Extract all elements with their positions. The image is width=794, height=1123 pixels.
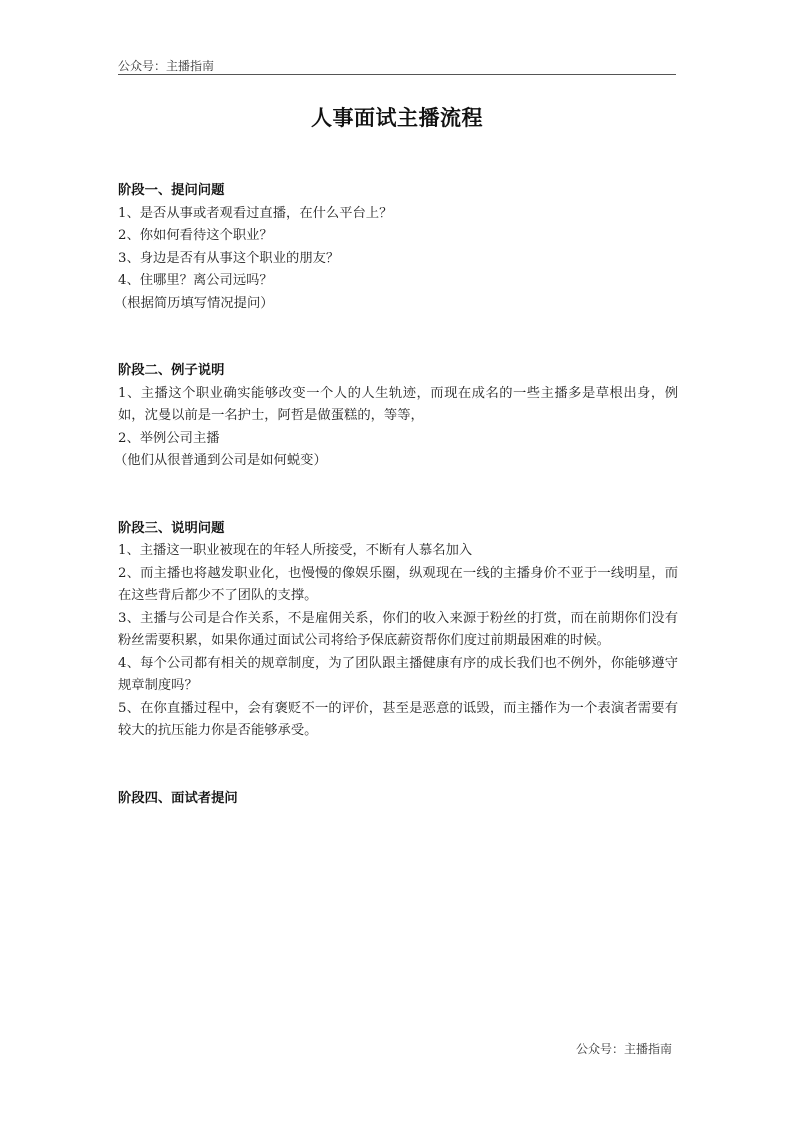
- list-item: 1、主播这一职业被现在的年轻人所接受，不断有人慕名加入: [118, 543, 473, 558]
- section-note: （他们从很普通到公司是如何蜕变）: [114, 453, 327, 468]
- header-text: 公众号：主播指南: [118, 59, 215, 73]
- section-stage-3: [118, 518, 678, 743]
- section-heading: 阶段一、提问问题: [118, 183, 225, 198]
- list-item: 3、身边是否有从事这个职业的朋友？: [118, 250, 340, 266]
- section-stage-4: [118, 788, 678, 811]
- section-heading: 阶段四、面试者提问: [118, 790, 238, 806]
- list-item: 2、而主播也将越发职业化，也慢慢的像娱乐圈，纵观现在一线的主播身价不亚于一线明星，而在这些背后都少不了团队的支撑。: [118, 565, 678, 603]
- list-item: 5、在你直播过程中，会有褒贬不一的评价，甚至是恶意的诋毁，而主播作为一个表演者需要有较大的抗压能力你是否能够承受。: [118, 700, 678, 738]
- section-heading: 阶段二、例子说明: [118, 363, 225, 378]
- page-header: [118, 55, 676, 75]
- page-footer: 公众号：主播指南: [576, 1042, 673, 1056]
- list-item: 4、住哪里？离公司远吗？: [118, 273, 273, 288]
- section-stage-2: [114, 360, 678, 473]
- section-note: （根据简历填写情况提问）: [114, 295, 274, 311]
- list-item: 2、举例公司主播: [118, 430, 220, 446]
- section-stage-1: [114, 180, 678, 315]
- list-item: 4、每个公司都有相关的规章制度，为了团队跟主播健康有序的成长我们也不例外，你能够遵守规章制度吗？: [118, 655, 678, 693]
- list-item: 1、是否从事或者观看过直播，在什么平台上？: [118, 205, 393, 221]
- document-body: [114, 180, 678, 810]
- list-item: 3、主播与公司是合作关系，不是雇佣关系，你们的收入来源于粉丝的打赏，而在前期你们没有粉丝需要积累，如果你通过面试公司将给予保底薪资帮你们度过前期最困难的时候。: [118, 610, 678, 648]
- section-heading: 阶段三、说明问题: [118, 520, 225, 536]
- list-item: 2、你如何看待这个职业？: [118, 228, 273, 243]
- list-item: 1、主播这个职业确实能够改变一个人的人生轨迹，而现在成名的一些主播多是草根出身，例如，沈曼以前是一名护士，阿哲是做蛋糕的，等等，: [118, 385, 678, 423]
- page-title: 人事面试主播流程: [311, 105, 483, 130]
